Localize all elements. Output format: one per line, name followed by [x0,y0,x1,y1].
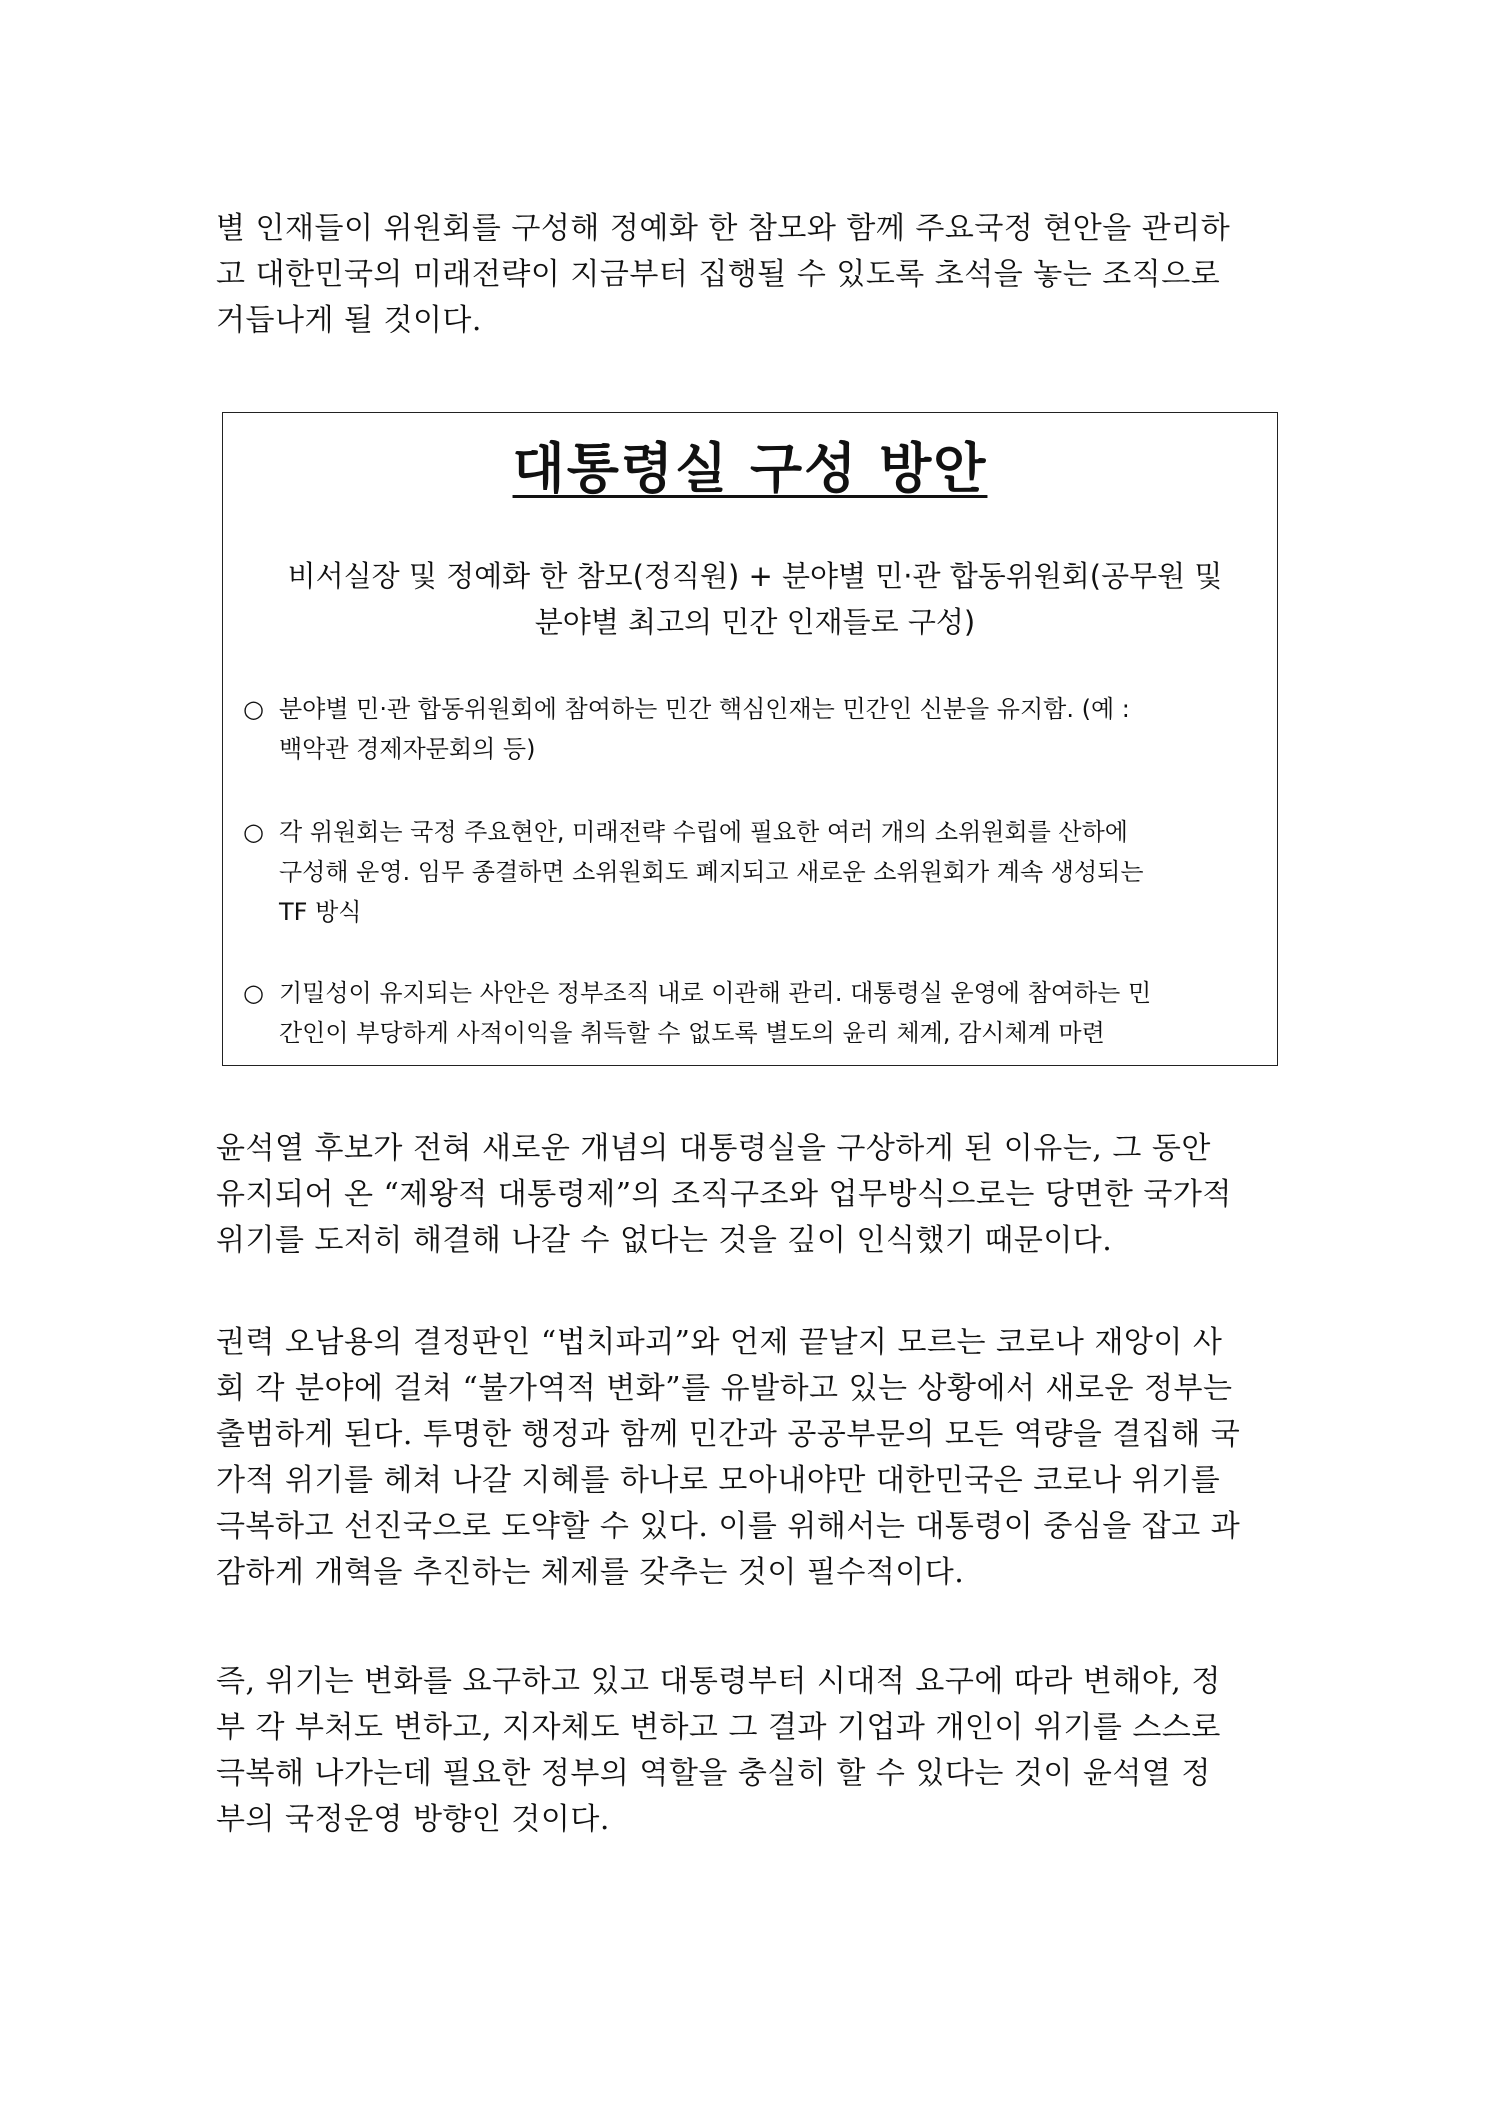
bullet-text [279,689,1243,769]
circle-bullet-icon: ○ [243,979,264,1007]
paragraph-line: 위기를 도저히 해결해 나갈 수 없다는 것을 깊이 인식했기 때문이다. [216,1223,1113,1258]
paragraph-line: 권력 오남용의 결정판인 “법치파괴”와 언제 끝날지 모르는 코로나 재앙이 사 [216,1325,1223,1360]
paragraph-line: 극복하고 선진국으로 도약할 수 있다. 이를 위해서는 대통령이 중심을 잡고 과 [216,1509,1241,1544]
presidential-office-plan-box [222,412,1278,1066]
bullet-line: 간인이 부당하게 사적이익을 취득할 수 없도록 별도의 윤리 체계, 감시체계 마련 [279,1019,1105,1047]
paragraph-line: 부 각 부처도 변하고, 지자체도 변하고 그 결과 기업과 개인이 위기를 스스로 [216,1710,1221,1745]
paragraph-line: 부의 국정운영 방향인 것이다. [216,1802,610,1837]
bullet-line: 각 위원회는 국정 주요현안, 미래전략 수립에 필요한 여러 개의 소위원회를 산하에 [279,818,1128,846]
bullet-line: 구성해 운영. 임무 종결하면 소위원회도 폐지되고 새로운 소위원회가 계속 생성되는 [279,858,1144,886]
paragraph-line: 윤석열 후보가 전혀 새로운 개념의 대통령실을 구상하게 된 이유는, 그 동안 [216,1131,1211,1166]
circle-bullet-icon: ○ [243,695,264,723]
bullet-text [279,973,1243,1053]
intro-paragraph [216,206,1281,344]
paragraph-line: 가적 위기를 헤쳐 나갈 지혜를 하나로 모아내야만 대한민국은 코로나 위기를 [216,1463,1221,1498]
bullet-line: 분야별 민·관 합동위원회에 참여하는 민간 핵심인재는 민간인 신분을 유지함. (예 : [279,695,1130,723]
box-subtitle [253,553,1257,645]
body-paragraph [216,1659,1281,1843]
paragraph-line: 회 각 분야에 걸쳐 “불가역적 변화”를 유발하고 있는 상황에서 새로운 정부는 [216,1371,1233,1406]
paragraph-line: 즉, 위기는 변화를 요구하고 있고 대통령부터 시대적 요구에 따라 변해야, 정 [216,1664,1221,1699]
paragraph-line: 별 인재들이 위원회를 구성해 정예화 한 참모와 함께 주요국정 현안을 관리하 [216,211,1231,246]
paragraph-line: 고 대한민국의 미래전략이 지금부터 집행될 수 있도록 초석을 놓는 조직으로 [216,257,1221,292]
body-paragraph [216,1126,1281,1264]
paragraph-line: 유지되어 온 “제왕적 대통령제”의 조직구조와 업무방식으로는 당면한 국가적 [216,1177,1232,1212]
paragraph-line: 감하게 개혁을 추진하는 체제를 갖추는 것이 필수적이다. [216,1555,965,1590]
paragraph-line: 거듭나게 될 것이다. [216,303,482,338]
body-paragraph [216,1320,1281,1596]
paragraph-line: 극복해 나가는데 필요한 정부의 역할을 충실히 할 수 있다는 것이 윤석열 정 [216,1756,1211,1791]
bullet-text [279,812,1243,932]
paragraph-line: 출범하게 된다. 투명한 행정과 함께 민간과 공공부문의 모든 역량을 결집해 국 [216,1417,1241,1452]
box-subtitle-line: 분야별 최고의 민간 인재들로 구성) [534,605,976,639]
bullet-line: 백악관 경제자문회의 등) [279,735,536,763]
circle-bullet-icon: ○ [243,818,264,846]
box-title [223,435,1277,503]
bullet-line: 기밀성이 유지되는 사안은 정부조직 내로 이관해 관리. 대통령실 운영에 참여하는 민 [279,979,1152,1007]
bullet-line: TF 방식 [279,898,362,926]
box-subtitle-line: 비서실장 및 정예화 한 참모(정직원) + 분야별 민·관 합동위원회(공무원 및 [287,559,1223,593]
box-title-text: 대통령실 구성 방안 [512,437,988,500]
